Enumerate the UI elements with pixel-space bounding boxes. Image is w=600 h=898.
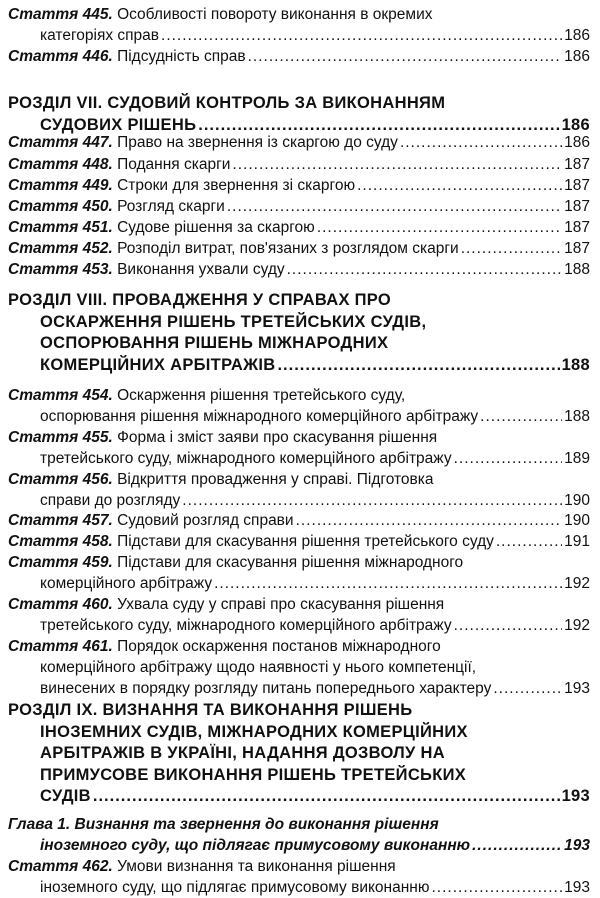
- entry-title: РОЗДІЛ VII. СУДОВИЙ КОНТРОЛЬ ЗА ВИКОНАННЯМ: [8, 94, 446, 112]
- entry-title: Відкриття провадження у справі. Підготовка: [117, 471, 434, 488]
- dot-leader: [472, 835, 562, 856]
- toc-line-text: [40, 313, 426, 331]
- toc-line: [8, 312, 590, 334]
- dot-leader: [214, 573, 562, 594]
- toc-line: [8, 835, 590, 856]
- dot-leader: [431, 877, 562, 898]
- toc-line: [8, 594, 590, 615]
- dot-leader: [161, 25, 562, 46]
- toc-line-text: [8, 259, 285, 280]
- entry-title: іноземного суду, що підлягає примусовому виконанню: [40, 837, 471, 854]
- entry-title: Розгляд скарги: [117, 198, 225, 215]
- entry-title: Право на звернення із скаргою до суду: [117, 134, 398, 151]
- entry-title: СУДОВИХ РІШЕНЬ: [40, 115, 197, 134]
- dot-leader: [454, 615, 563, 636]
- article-number: Стаття 447.: [8, 134, 113, 151]
- toc-line: [8, 4, 590, 25]
- toc-line: [8, 856, 590, 877]
- toc-line-text: [40, 835, 470, 856]
- toc-line-text: [8, 531, 494, 552]
- entry-title: іноземного суду, що підлягає примусовому виконанню: [40, 879, 430, 896]
- dot-leader: [227, 196, 562, 217]
- page-number: 187: [564, 219, 590, 236]
- toc-article: [8, 427, 590, 469]
- dot-leader: [400, 132, 562, 153]
- toc-line: [8, 469, 590, 490]
- dot-leader: [296, 510, 563, 531]
- dot-leader: [480, 406, 562, 427]
- toc-line-text: [8, 554, 463, 571]
- toc-line-text: [8, 291, 391, 309]
- entry-title: третейського суду, міжнародного комерційного арбітражу: [40, 617, 452, 634]
- toc-line-text: [40, 334, 388, 352]
- toc-line-text: [8, 701, 412, 719]
- toc-article: [8, 531, 590, 552]
- toc-line: [8, 531, 590, 552]
- page-number: 192: [564, 617, 590, 634]
- page-number: 189: [564, 450, 590, 467]
- toc-article: [8, 636, 590, 699]
- toc-line: [8, 573, 590, 594]
- toc-line-text: [40, 723, 468, 741]
- toc-line: [8, 427, 590, 448]
- entry-title: Підсудність справ: [117, 48, 246, 65]
- entry-title: Оскарження рішення третейського суду,: [117, 387, 406, 404]
- article-number: Стаття 458.: [8, 533, 113, 550]
- entry-title: Підстави для скасування рішення міжнародного: [117, 554, 464, 571]
- dot-leader: [317, 217, 562, 238]
- toc-line: [8, 448, 590, 469]
- toc-line: [8, 385, 590, 406]
- page-number: 187: [564, 156, 590, 173]
- toc-article: [8, 856, 590, 898]
- toc-article: [8, 469, 590, 511]
- page-number: 186: [564, 48, 590, 65]
- entry-title: Строки для звернення зі скаргою: [117, 177, 356, 194]
- entry-title: Умови визнання та виконання рішення: [117, 858, 396, 875]
- dot-leader: [232, 154, 562, 175]
- toc-line: [8, 333, 590, 355]
- toc-line-text: [8, 6, 432, 23]
- entry-title: Розподіл витрат, пов'язаних з розглядом скарги: [117, 240, 459, 257]
- toc-line-text: [40, 448, 452, 469]
- article-number: Стаття 451.: [8, 219, 113, 236]
- entry-title: ІНОЗЕМНИХ СУДІВ, МІЖНАРОДНИХ КОМЕРЦІЙНИХ: [40, 722, 468, 741]
- toc-line: [8, 552, 590, 573]
- entry-title: Порядок оскарження постанов міжнародного: [117, 638, 441, 655]
- page-number: 193: [561, 787, 590, 805]
- toc-article: [8, 175, 590, 196]
- toc-line-text: [8, 387, 405, 404]
- page-number: 190: [564, 512, 590, 529]
- entry-title: Ухвала суду у справі про скасування рішення: [117, 596, 445, 613]
- entry-title: Виконання ухвали суду: [117, 261, 285, 278]
- toc-line: [8, 765, 590, 787]
- toc-line: [8, 814, 590, 835]
- entry-title: Глава 1. Визнання та звернення до виконання рішення: [8, 816, 439, 833]
- page-number: 190: [564, 492, 590, 509]
- dot-leader: [277, 355, 559, 377]
- dot-leader: [454, 448, 563, 469]
- toc-article: [8, 132, 590, 153]
- toc-line: [8, 290, 590, 312]
- article-number: Стаття 462.: [8, 858, 113, 875]
- dot-leader: [493, 678, 562, 699]
- toc-line-text: [8, 596, 444, 613]
- toc-line-text: [8, 471, 434, 488]
- article-number: Стаття 457.: [8, 512, 113, 529]
- toc-article: [8, 46, 590, 67]
- toc-line-text: [8, 510, 294, 531]
- toc-line-text: [40, 659, 476, 676]
- dot-leader: [287, 259, 563, 280]
- toc-article: [8, 259, 590, 280]
- article-number: Стаття 448.: [8, 156, 113, 173]
- entry-title: РОЗДІЛ IX. ВИЗНАННЯ ТА ВИКОНАННЯ РІШЕНЬ: [8, 701, 413, 719]
- entry-title: категоріях справ: [40, 27, 160, 44]
- dot-leader: [496, 531, 562, 552]
- toc-section: [8, 93, 590, 136]
- toc-line: [8, 175, 590, 196]
- entry-title: комерційного арбітражу: [40, 575, 213, 592]
- toc-line-text: [8, 196, 225, 217]
- page-number: 187: [564, 240, 590, 257]
- article-number: Стаття 461.: [8, 638, 113, 655]
- toc-article: [8, 154, 590, 175]
- toc-article: [8, 238, 590, 259]
- entry-title: третейського суду, міжнародного комерційного арбітражу: [40, 450, 452, 467]
- page-number: 193: [564, 680, 590, 697]
- toc-line: [8, 636, 590, 657]
- toc-line: [8, 510, 590, 531]
- toc-line-text: [8, 175, 355, 196]
- article-number: Стаття 453.: [8, 261, 113, 278]
- toc-line-text: [8, 429, 437, 446]
- article-number: Стаття 449.: [8, 177, 113, 194]
- article-number: Стаття 455.: [8, 429, 113, 446]
- dot-leader: [93, 786, 560, 808]
- entry-title: комерційного арбітражу щодо наявності у нього компетенції,: [40, 659, 477, 676]
- toc-line-text: [40, 490, 180, 511]
- page-number: 186: [564, 134, 590, 151]
- toc-line: [8, 786, 590, 808]
- toc-line-text: [8, 858, 396, 875]
- entry-title: Судове рішення за скаргою: [117, 219, 315, 236]
- entry-title: оспорювання рішення міжнародного комерційного арбітражу: [40, 408, 479, 425]
- toc-line: [8, 657, 590, 678]
- toc-line-text: [8, 46, 246, 67]
- toc-line-text: [8, 132, 398, 153]
- toc-line: [8, 490, 590, 511]
- toc-line: [8, 700, 590, 722]
- page-number: 188: [561, 355, 590, 374]
- page-number: 187: [564, 177, 590, 194]
- toc-line: [8, 406, 590, 427]
- toc-line: [8, 615, 590, 636]
- toc-line: [8, 238, 590, 259]
- toc-section: [8, 700, 590, 808]
- toc-line: [8, 46, 590, 67]
- toc-line-text: [40, 786, 91, 808]
- toc-line: [8, 25, 590, 46]
- entry-title: РОЗДІЛ VIII. ПРОВАДЖЕННЯ У СПРАВАХ ПРО: [8, 291, 392, 309]
- page-number: 186: [561, 115, 590, 134]
- dot-leader: [182, 490, 562, 511]
- dot-leader: [357, 175, 562, 196]
- toc-line-text: [8, 816, 439, 833]
- toc-line: [8, 678, 590, 699]
- toc-line-text: [40, 406, 478, 427]
- article-number: Стаття 460.: [8, 596, 113, 613]
- toc-line-text: [8, 154, 230, 175]
- toc-line: [8, 196, 590, 217]
- toc-article: [8, 510, 590, 531]
- page-number: 192: [564, 575, 590, 592]
- toc-line-text: [8, 238, 459, 259]
- entry-title: СУДІВ: [40, 787, 91, 805]
- toc-line: [8, 355, 590, 377]
- page-number: 186: [564, 27, 590, 44]
- toc-line: [8, 217, 590, 238]
- article-number: Стаття 452.: [8, 240, 113, 257]
- toc-line: [8, 132, 590, 153]
- entry-title: ОСКАРЖЕННЯ РІШЕНЬ ТРЕТЕЙСЬКИХ СУДІВ,: [40, 312, 427, 331]
- entry-title: Підстави для скасування рішення третейського суду: [117, 533, 494, 550]
- entry-title: ОСПОРЮВАННЯ РІШЕНЬ МІЖНАРОДНИХ: [40, 334, 389, 352]
- toc-line: [8, 722, 590, 744]
- toc-article: [8, 594, 590, 636]
- article-number: Стаття 446.: [8, 48, 113, 65]
- page-number: 193: [564, 837, 590, 854]
- toc-line-text: [40, 678, 491, 699]
- toc-article: [8, 217, 590, 238]
- page-number: 188: [564, 261, 590, 278]
- toc-line-text: [40, 615, 452, 636]
- toc-chapter: [8, 814, 590, 856]
- entry-title: Подання скарги: [117, 156, 231, 173]
- entry-title: Судовий розгляд справи: [117, 512, 294, 529]
- dot-leader: [461, 238, 562, 259]
- article-number: Стаття 456.: [8, 471, 113, 488]
- toc-line: [8, 877, 590, 898]
- toc-article: [8, 552, 590, 594]
- entry-title: Особливості повороту виконання в окремих: [117, 6, 433, 23]
- toc-section: [8, 290, 590, 376]
- toc-line-text: [40, 355, 275, 377]
- toc-line: [8, 259, 590, 280]
- page-number: 191: [564, 533, 590, 550]
- toc-article: [8, 4, 590, 46]
- entry-title: АРБІТРАЖІВ В УКРАЇНІ, НАДАННЯ ДОЗВОЛУ НА: [40, 744, 445, 762]
- toc-line: [8, 743, 590, 765]
- page-number: 193: [564, 879, 590, 896]
- toc-article: [8, 385, 590, 427]
- entry-title: Форма і зміст заяви про скасування рішення: [117, 429, 438, 446]
- entry-title: винесених в порядку розгляду питань попереднього характеру: [40, 680, 492, 697]
- article-number: Стаття 459.: [8, 554, 113, 571]
- page-number: 187: [564, 198, 590, 215]
- toc-line: [8, 154, 590, 175]
- toc-line-text: [8, 638, 441, 655]
- toc-line-text: [40, 25, 159, 46]
- article-number: Стаття 454.: [8, 387, 113, 404]
- entry-title: справи до розгляду: [40, 492, 181, 509]
- toc-line-text: [40, 573, 212, 594]
- toc-article: [8, 196, 590, 217]
- toc-line-text: [40, 877, 429, 898]
- entry-title: КОМЕРЦІЙНИХ АРБІТРАЖІВ: [40, 355, 276, 374]
- article-number: Стаття 450.: [8, 198, 113, 215]
- toc-line: [8, 93, 590, 115]
- article-number: Стаття 445.: [8, 6, 113, 23]
- toc-line-text: [40, 766, 466, 784]
- dot-leader: [248, 46, 563, 67]
- page-number: 188: [564, 408, 590, 425]
- toc-line-text: [40, 744, 445, 762]
- toc-line-text: [8, 94, 445, 112]
- toc-line-text: [8, 217, 315, 238]
- entry-title: ПРИМУСОВЕ ВИКОНАННЯ РІШЕНЬ ТРЕТЕЙСЬКИХ: [40, 765, 467, 784]
